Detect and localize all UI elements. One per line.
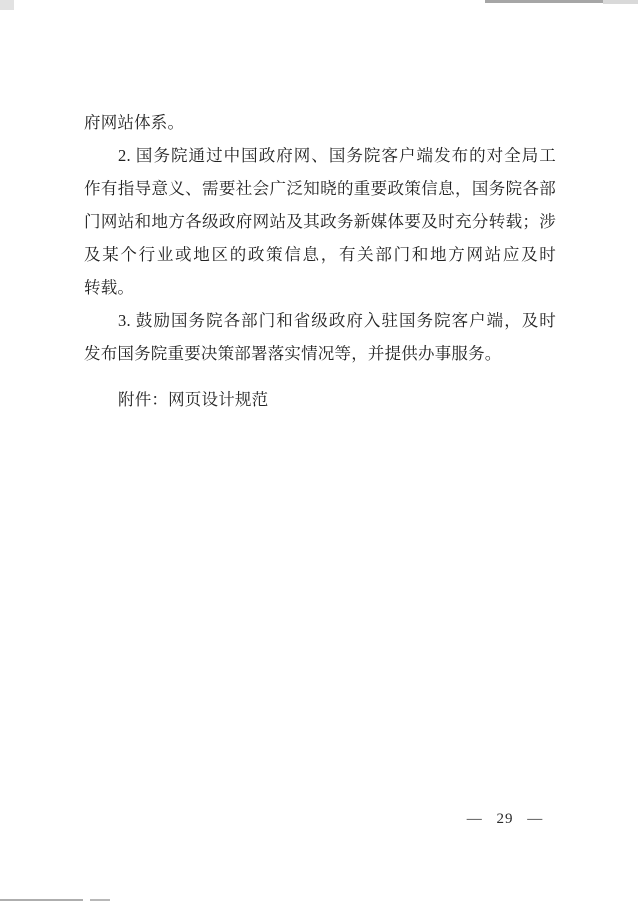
document-text-line: 门网站和地方各级政府网站及其政务新媒体要及时充分转载；涉: [84, 212, 556, 231]
document-text-line: 及某个行业或地区的政策信息，有关部门和地方网站应及时: [84, 245, 556, 264]
scan-artifact-bottom-left-dash: [90, 899, 110, 901]
document-text-block: [84, 106, 556, 416]
document-text-line: 2. 国务院通过中国政府网、国务院客户端发布的对全局工: [118, 146, 556, 165]
document-text-line: 作有指导意义、需要社会广泛知晓的重要政策信息，国务院各部: [84, 179, 556, 198]
scan-artifact-bottom-left-line: [0, 899, 83, 901]
scan-artifact-top-right-line: [485, 0, 603, 3]
document-text-line: 转载。: [84, 278, 135, 297]
document-text-line: 附件：网页设计规范: [118, 390, 269, 409]
page-number: — 29 —: [466, 811, 544, 827]
document-text-line: 发布国务院重要决策部署落实情况等，并提供办事服务。: [84, 344, 502, 363]
document-text-line: 3. 鼓励国务院各部门和省级政府入驻国务院客户端，及时: [118, 311, 556, 330]
scan-artifact-top-right-fade: [603, 0, 638, 4]
document-text-line: 府网站体系。: [84, 113, 185, 132]
scan-artifact-top-left-mark: [0, 0, 14, 10]
